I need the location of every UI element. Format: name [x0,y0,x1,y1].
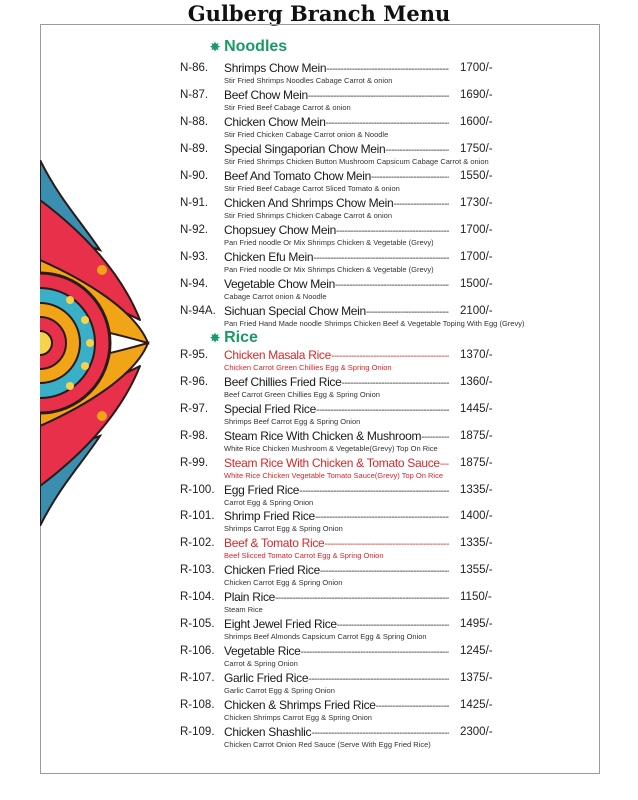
item-code: N-90. [180,170,209,182]
item-name: Special Fried Rice ----- [224,401,449,419]
item-price: 2300/- [460,725,493,738]
menu-item [180,249,500,277]
item-price: 1400/- [460,510,493,523]
item-name: Vegetable Rice ----- [224,643,449,661]
item-name: Chicken Chow Mein ----- [224,114,449,132]
menu-item [180,670,500,698]
item-code: R-102. [180,537,215,550]
item-code: N-93. [180,251,209,263]
item-code: N-88. [180,116,209,128]
menu-item [180,508,500,536]
menu-item [180,724,500,752]
item-name: Chicken & Shrimps Fried Rice ----- [224,697,449,715]
item-name: Shrimps Chow Mein ----- [224,60,449,78]
item-code: N-94. [180,278,209,290]
item-name: Vegetable Chow Mein ----- [224,276,449,294]
menu-item [180,374,500,402]
menu-item [180,276,500,304]
item-name: Special Singaporian Chow Mein ----- [224,141,449,159]
menu-item [180,562,500,590]
item-code: N-89. [180,143,209,155]
item-name: Chicken Efu Mein ----- [224,249,449,267]
item-description: Pan Fried noodle Or Mix Shrimps Chicken & Vegetable (Grevy) [224,265,434,274]
flower-icon: ✸ [210,331,221,345]
item-name: Steam Rice With Chicken & Tomato Sauce ----- [224,455,449,473]
item-name: Steam Rice With Chicken & Mushroom ----- [224,428,449,446]
item-code: N-86. [180,62,209,74]
item-price: 1550/- [460,170,493,182]
item-price: 1150/- [460,591,492,604]
item-description: Beef Slicced Tomato Carrot Egg & Spring Onion [224,551,384,561]
item-description: Carrot & Spring Onion [224,658,298,668]
menu-item [180,87,500,115]
item-code: R-95. [180,349,209,361]
item-description: Pan Fried noodle Or Mix Shrimps Chicken & Vegetable (Grevy) [224,238,434,247]
menu-item [180,141,500,169]
item-price: 1360/- [460,375,493,388]
item-code: R-103. [180,564,215,577]
item-name: Beef Chow Mein ----- [224,87,449,105]
menu-item [180,222,500,250]
item-code: R-107. [180,671,215,684]
item-description: Shrimps Carrot Egg & Spring Onion [224,524,343,534]
item-code: R-97. [180,402,209,415]
menu-item [180,114,500,142]
item-price: 1500/- [460,278,493,290]
item-price: 1875/- [460,456,493,469]
item-description: Stir Fried Beef Cabage Carrot Sliced Tomato & onion [224,184,400,193]
page-title: Gulberg Branch Menu [187,1,451,26]
item-code: R-99. [180,456,209,469]
item-description: Pan Fried Hand Made noodle Shrimps Chicken Beef & Vegetable Toping With Egg (Grevy) [224,319,525,328]
item-name: Eight Jewel Fried Rice ----- [224,616,449,634]
item-code: R-109. [180,725,215,738]
item-description: Shrimps Beef Almonds Capsicum Carrot Egg & Spring Onion [224,632,427,641]
item-code: R-98. [180,429,209,442]
item-code: R-105. [180,618,215,630]
section-heading-noodles: ✸ Noodles [210,38,288,55]
menu-item [180,195,500,223]
item-price: 2100/- [460,305,493,317]
item-code: N-87. [180,89,209,101]
item-code: R-100. [180,483,215,496]
item-price: 1445/- [460,402,493,415]
item-name: Garlic Fried Rice ----- [224,670,449,688]
item-description: Carrot Egg & Spring Onion [224,497,314,507]
item-description: Stir Fried Shrimps Noodles Cabage Carrot & onion [224,76,393,85]
menu-item [180,535,500,563]
item-name: Chicken Fried Rice ----- [224,562,449,580]
item-description: Cabage Carrot onion & Noodle [224,292,327,301]
item-price: 1370/- [460,349,493,361]
item-price: 1495/- [460,618,493,630]
item-description: Steam Rice [224,605,263,615]
item-description: Stir Fried Shrimps Chicken Cabage Carrot & onion [224,211,392,220]
menu-item [180,589,500,617]
item-name: Beef And Tomato Chow Mein ----- [224,168,449,186]
item-name: Chopsuey Chow Mein ----- [224,222,449,240]
menu-item [180,643,500,671]
item-description: Chicken Carrot Egg & Spring Onion [224,578,343,588]
item-code: N-92. [180,224,209,236]
item-name: Sichuan Special Chow Mein ----- [224,303,449,321]
item-price: 1335/- [460,483,493,496]
menu-item [180,697,500,725]
menu-item [180,303,525,331]
item-code: N-91. [180,197,209,209]
item-code: R-106. [180,644,215,657]
menu-item [180,482,500,510]
item-description: Chicken Shrimps Carrot Egg & Spring Onion [224,712,372,722]
item-description: Stir Fried Shrimps Chicken Button Mushroom Capsicum Cabage Carrot & onion [224,157,489,166]
menu-item [180,168,500,196]
menu-item [180,60,500,88]
menu-item [180,347,500,375]
mandala-decoration-icon [40,160,150,526]
item-description: Beef Carrot Green Chillies Egg & Spring Onion [224,389,380,399]
item-code: R-101. [180,510,215,523]
item-price: 1600/- [460,116,493,128]
item-price: 1690/- [460,89,493,101]
item-name: Chicken And Shrimps Chow Mein ----- [224,195,449,213]
item-description: Chicken Carrot Green Chillies Egg & Spring Onion [224,363,392,372]
item-price: 1700/- [460,251,493,263]
item-description: Stir Fried Chicken Cabage Carrot onion & Noodle [224,130,389,139]
item-name: Beef Chillies Fried Rice ----- [224,374,449,392]
item-name: Beef & Tomato Rice ----- [224,535,449,553]
item-price: 1375/- [460,671,493,684]
item-description: Chicken Carrot Onion Red Sauce (Serve With Egg Fried Rice) [224,739,431,749]
item-code: N-94A. [180,305,216,317]
item-name: Chicken Shashlic ----- [224,724,449,742]
item-price: 1335/- [460,537,493,550]
item-name: Egg Fried Rice ----- [224,482,449,500]
item-price: 1245/- [460,644,493,657]
item-description: Garlic Carrot Egg & Spring Onion [224,685,335,695]
item-price: 1730/- [460,197,493,209]
menu-item [180,428,500,456]
item-price: 1700/- [460,62,493,74]
item-price: 1425/- [460,698,493,711]
menu-item [180,401,500,429]
item-price: 1750/- [460,143,493,155]
item-name: Plain Rice ----- [224,589,449,607]
item-description: White Rice Chicken Mushroom & Vegetable(Grevy) Top On Rice [224,443,438,453]
item-code: R-96. [180,375,209,388]
item-description: White Rice Chicken Vegetable Tomato Sauce(Grevy) Top On Rice [224,470,443,480]
item-description: Stir Fried Beef Cabage Carrot & onion [224,103,351,112]
menu-item [180,616,500,644]
item-name: Chicken Masala Rice ----- [224,347,449,365]
menu-item [180,455,500,483]
item-code: R-104. [180,591,215,604]
item-price: 1355/- [460,564,493,577]
item-description: Shrimps Beef Carrot Egg & Spring Onion [224,416,361,426]
item-code: R-108. [180,698,215,711]
section-heading-rice: ✸ Rice [210,329,258,346]
flower-icon: ✸ [210,40,221,54]
item-price: 1875/- [460,429,493,442]
item-name: Shrimp Fried Rice ----- [224,508,449,526]
item-price: 1700/- [460,224,493,236]
